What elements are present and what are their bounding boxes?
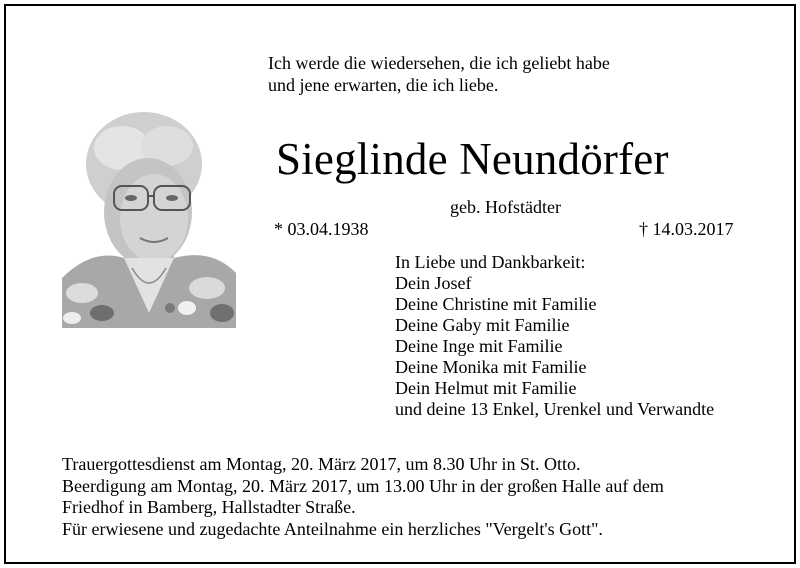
mourners-line: Deine Inge mit Familie	[395, 336, 563, 356]
quote-line: Ich werde die wiedersehen, die ich geliebt habe	[268, 53, 610, 73]
mourners-list	[395, 252, 714, 420]
birth-name: geb. Hofstädter	[450, 197, 561, 217]
deceased-name: Sieglinde Neundörfer	[276, 134, 669, 184]
service-line: Trauergottesdienst am Montag, 20. März 2017, um 8.30 Uhr in St. Otto.	[62, 454, 581, 474]
mourners-line: Deine Gaby mit Familie	[395, 315, 570, 335]
mourners-line: In Liebe und Dankbarkeit:	[395, 252, 586, 272]
portrait-photo	[62, 108, 236, 328]
mourners-line: Dein Helmut mit Familie	[395, 378, 577, 398]
service-info	[62, 454, 664, 540]
mourners-line: und deine 13 Enkel, Urenkel und Verwandte	[395, 399, 715, 419]
service-line: Friedhof in Bamberg, Hallstadter Straße.	[62, 497, 356, 517]
portrait-photo-drawing	[62, 108, 236, 328]
quote-line: und jene erwarten, die ich liebe.	[268, 75, 499, 95]
birth-date: * 03.04.1938	[274, 219, 369, 239]
service-line: Für erwiesene und zugedachte Anteilnahme ein herzliches "Vergelt's Gott".	[62, 518, 603, 539]
mourners-line: Deine Christine mit Familie	[395, 294, 597, 314]
mourners-line: Deine Monika mit Familie	[395, 357, 587, 377]
service-line: Beerdigung am Montag, 20. März 2017, um 13.00 Uhr in der großen Halle auf dem	[62, 475, 664, 496]
mourners-line: Dein Josef	[395, 273, 472, 293]
death-date: † 14.03.2017	[639, 219, 734, 239]
quote-block	[268, 52, 610, 96]
